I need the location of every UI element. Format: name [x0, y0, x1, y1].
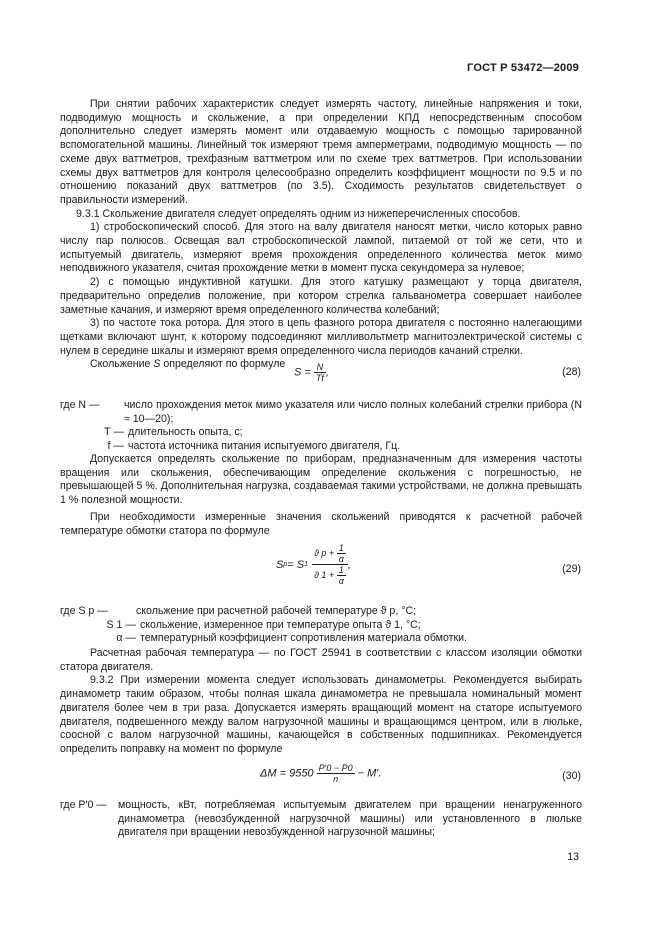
paragraph-allowed: Допускается определять скольжение по приборам, предназначенным для измерения частоты вращения или скольжения, обеспечивающим определение скольжения с погрешностью, не превышающей 5 %. Дополнительная нагрузка, создаваемая такими устройствами, не должна превышать 1 % полезной мощности. [60, 453, 582, 507]
where-item: где P′0 — мощность, кВт, потребляемая испытуемым двигателем при вращении ненагруженного динамометра (невозбужденной нагрузочной машины) или установленного в люльке двигателя при вращении невозбужденной нагрузочной машины; [60, 799, 582, 839]
where-list-30 [60, 799, 582, 840]
where-item: T — длительность опыта, с; [104, 426, 243, 439]
formula-30-number: (30) [562, 770, 581, 782]
formula-29-number: (29) [562, 563, 581, 575]
method-stroboscopic: 1) стробоскопический способ. Для этого на валу двигателя наносят метки, число которых равно числу пар полюсов. Освещая вал стробоскопической лампой, питаемой от той же сети, что и испытуемый двигатель, измеряют время прохождения определенного количества меток мимо неподвижного указателя, считая прохождение метки в момент пуска секундомера за нулевое; [60, 221, 582, 275]
method-inductive-coil: 2) с помощью индуктивной катушки. Для этого катушку размещают у торца двигателя, предварительно определив положение, при котором стрелка гальванометра совершает наиболее заметные качания, и измеряют время определенного количества колебаний; [60, 276, 582, 316]
paragraph-9-3-1: 9.3.1 Скольжение двигателя следует определять одним из нижеперечисленных способов. [76, 207, 521, 220]
formula-29: S р = S 1 ϑ р + $\frac{1}{\alpha}$ ϑ 1 + $\frac{1}{\alpha}$ , [276, 543, 351, 586]
formula-28: S = $\frac{N}{Tf}$ , [294, 362, 329, 383]
document-header: ГОСТ Р 53472—2009 [467, 62, 579, 74]
where-item: где S р — скольжение при расчетной рабочей температуре ϑ р, °С; [60, 605, 417, 617]
page-number: 13 [567, 851, 579, 863]
where-list-28 [60, 399, 582, 454]
body-text-top [60, 98, 582, 372]
formula-28-number: (28) [562, 366, 581, 378]
paragraph-measurements: При снятии рабочих характеристик следует измерять частоту, линейные напряжения и токи, подводимую мощность и скольжение, а при определении КПД непосредственным способом дополнительно следует измерять момент или отдаваемую мощность с помощью тарированной вспомогательной машины. Линейный ток измеряют тремя амперметрами, подводимую мощность — по схеме двух ваттметров, трехфазным ваттметром или по схеме трех ваттметров. При использовании схемы двух ваттметров для контроля целесообразно определить коэффициент мощности по 9.5 и по отношению показаний двух ваттметров (по 3.5). Сходимость результатов свидетельствует о правильности измерений. [60, 98, 582, 206]
body-text-middle [60, 453, 582, 538]
where-item: где N — число прохождения меток мимо указателя или число полных колебаний стрелки прибора (N ≈ 10—20); [60, 399, 582, 425]
body-text-lower [60, 647, 582, 757]
paragraph-need: При необходимости измеренные значения скольжений приводятся к расчетной рабочей температуре обмотки статора по формуле [60, 510, 582, 537]
paragraph-temperature: Расчетная рабочая температура — по ГОСТ 25941 в соответствии с классом изоляции обмотки статора двигателя. [60, 647, 582, 673]
where-item: S 1 — скольжение, измеренное при температуре опыта ϑ 1, °С; [106, 618, 421, 631]
where-item: α — температурный коэффициент сопротивления материала обмотки. [116, 632, 467, 645]
formula-30: ΔM = 9550 $\frac{P'0 - P0}{n}$ − M′. [260, 763, 382, 784]
paragraph-9-3-2: 9.3.2 При измерении момента следует использовать динамометры. Рекомендуется выбирать динамометр таким образом, чтобы полная шкала динамометра не превышала номинальный момент двигателя более чем в три раза. Допускается измерять вращающий момент на статоре испытуемого двигателя, подвешенного между валом нагрузочной машины и вращающимся центром, или в люльке, соосной с валом нагрузочной машины, качающейся в собственных подшипниках. Рекомендуется определить поправку на момент по формуле [60, 674, 582, 755]
where-item: f — частота источника питания испытуемого двигателя, Гц. [107, 440, 401, 453]
where-list-29 [60, 605, 582, 646]
slip-formula-intro: Скольжение S определяют по формуле [90, 358, 286, 371]
method-rotor-frequency: 3) по частоте тока ротора. Для этого в цепь фазного ротора двигателя с постоянно налегающими щетками включают шунт, к которому подсоединяют милливольтметр магнитоэлектрической системы с нулем в середине шкалы и измеряют время определенного числа периодов качаний стрелки. [60, 317, 582, 357]
